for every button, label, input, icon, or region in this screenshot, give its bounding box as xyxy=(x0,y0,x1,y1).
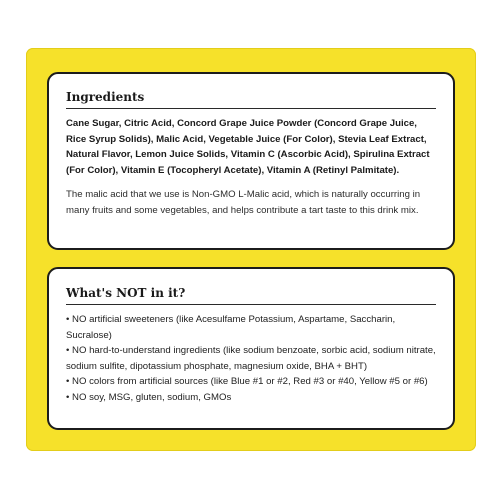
ingredients-title: Ingredients xyxy=(66,90,436,109)
list-item: • NO colors from artificial sources (like Blue #1 or #2, Red #3 or #40, Yellow #5 or #6) xyxy=(66,376,428,387)
ingredients-card xyxy=(47,72,455,250)
list-item: • NO artificial sweeteners (like Acesulfame Potassium, Aspartame, Saccharin, Sucralose) xyxy=(66,314,396,341)
not-in-it-card xyxy=(47,267,455,430)
not-in-it-title: What's NOT in it? xyxy=(66,286,436,305)
ingredients-list-text: Cane Sugar, Citric Acid, Concord Grape Juice Powder (Concord Grape Juice, Rice Syrup Solids), Malic Acid, Vegetable Juice (For Color), Stevia Leaf Extract, Natural Flavor, Lemon Juice Solids, Vitamin C (Ascorbic Acid), Spirulina Extract (For Color), Vitamin E (Tocopheryl Acetate), Vitamin A (Retinyl Palmitate). xyxy=(66,118,430,176)
exclusions-list xyxy=(66,312,436,405)
list-item: • NO soy, MSG, gluten, sodium, GMOs xyxy=(66,391,232,403)
list-item: • NO hard-to-understand ingredients (like sodium benzoate, sorbic acid, sodium nitrate, sodium sulfite, dipotassium phosphate, magnesium oxide, BHA + BHT) xyxy=(66,345,436,372)
malic-acid-note: The malic acid that we use is Non-GMO L-Malic acid, which is naturally occurring in many fruits and some vegetables, and helps contribute a tart taste to this drink mix. xyxy=(66,189,421,216)
